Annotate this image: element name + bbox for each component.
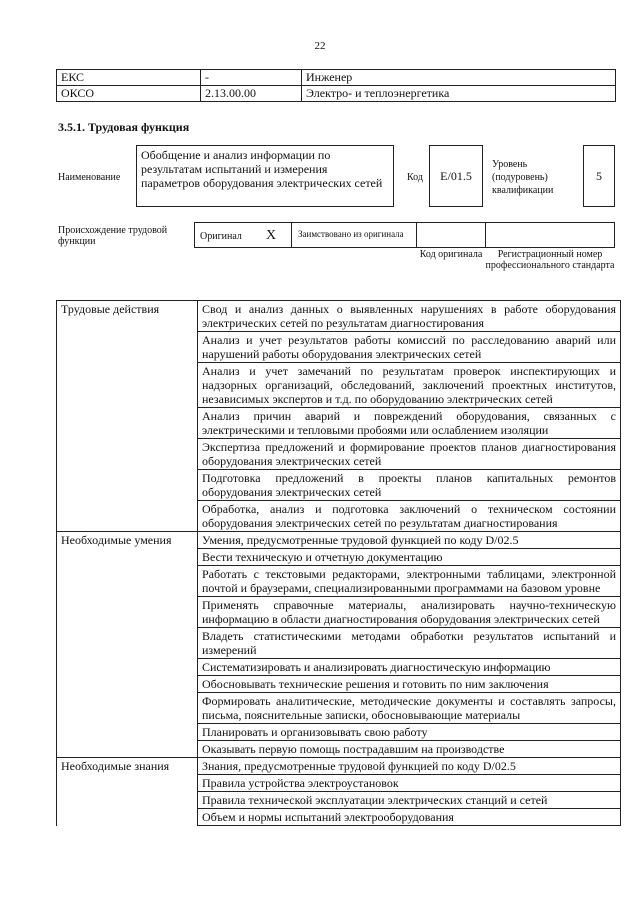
table-row: Обосновывать технические решения и готовить по ним заключения [198, 676, 621, 693]
origin-label: Происхождение трудовой функции [58, 225, 168, 247]
function-name: Обобщение и анализ информации по результатам испытаний и измерения параметров оборудования электрических сетей [136, 145, 394, 207]
table-row [57, 70, 616, 86]
code-title: Инженер [302, 70, 616, 86]
table-row: Вести техническую и отчетную документацию [198, 549, 621, 566]
table-row: Свод и анализ данных о выявленных нарушениях в работе оборудования электрических сетей по результатам диагностирования [198, 301, 621, 332]
function-details-table [56, 300, 621, 826]
table-row: Формировать аналитические, методические документы и составлять запросы, письма, пояснительные записки, обосновывающие материалы [198, 693, 621, 724]
table-row: Умения, предусмотренные трудовой функцией по коду D/02.5 [198, 532, 621, 549]
table-row: Подготовка предложений в проекты планов капитальных ремонтов оборудования электрических сетей [198, 470, 621, 501]
table-row: Объем и нормы испытаний электрооборудования [198, 809, 621, 826]
code-name: ОКСО [57, 86, 201, 102]
code-value: - [201, 70, 302, 86]
code-label: Код [407, 172, 423, 183]
level-label: Уровень (подуровень) квалификации [492, 159, 554, 196]
table-row: Обработка, анализ и подготовка заключений о техническом состоянии оборудования электрических сетей по результатам диагностирования [198, 501, 621, 532]
reg-caption: Регистрационный номер профессионального стандарта [485, 249, 615, 271]
function-level: 5 [583, 145, 615, 207]
table-row: Работать с текстовыми редакторами, электронными таблицами, электронной почтой и браузерами, специализированными программами на базовом уровне [198, 566, 621, 597]
table-row: Систематизировать и анализировать диагностическую информацию [198, 659, 621, 676]
table-row: Правила технической эксплуатации электрических станций и сетей [198, 792, 621, 809]
page-number: 22 [314, 40, 326, 52]
table-row: Применять справочные материалы, анализировать научно-техническую информацию в области диагностирования оборудования электрических сетей [198, 597, 621, 628]
table-row: Анализ и учет результатов работы комиссий по расследованию аварий или нарушений работы оборудования электрических сетей [198, 332, 621, 363]
classifier-codes-table [56, 69, 616, 102]
section-title: 3.5.1. Трудовая функция [58, 120, 190, 134]
borrowed-cell [291, 222, 417, 248]
section-label: Необходимые знания [57, 758, 198, 826]
code-title: Электро- и теплоэнергетика [302, 86, 616, 102]
table-row: Правила устройства электроустановок [198, 775, 621, 792]
table-row: Оказывать первую помощь пострадавшим на производстве [198, 741, 621, 758]
original-label: Оригинал [200, 231, 242, 242]
table-row: Планировать и организовывать свою работу [198, 724, 621, 741]
table-row: Анализ и учет замечаний по результатам проверок инспектирующих и надзорных организаций, обследований, заключений проектных институтов, независимых экспертов и т.д. по оборудованию электрических сетей [198, 363, 621, 408]
table-row: Экспертиза предложений и формирование проектов планов диагностирования оборудования электрических сетей [198, 439, 621, 470]
function-code: E/01.5 [429, 145, 483, 207]
code-name: ЕКС [57, 70, 201, 86]
original-mark: X [266, 228, 277, 243]
table-row: Владеть статистическими методами обработки результатов испытаний и измерений [198, 628, 621, 659]
section-label: Необходимые умения [57, 532, 198, 758]
table-row [57, 86, 616, 102]
section-label: Трудовые действия [57, 301, 198, 532]
code-caption: Код оригинала [419, 249, 483, 260]
code-value: 2.13.00.00 [201, 86, 302, 102]
table-row: Анализ причин аварий и повреждений оборудования, связанных с электрическими и тепловыми пробоями или ослаблением изоляции [198, 408, 621, 439]
name-label: Наименование [58, 172, 121, 183]
table-row: Знания, предусмотренные трудовой функцией по коду D/02.5 [198, 758, 621, 775]
borrowed-label: Заимствовано из оригинала [298, 229, 404, 239]
